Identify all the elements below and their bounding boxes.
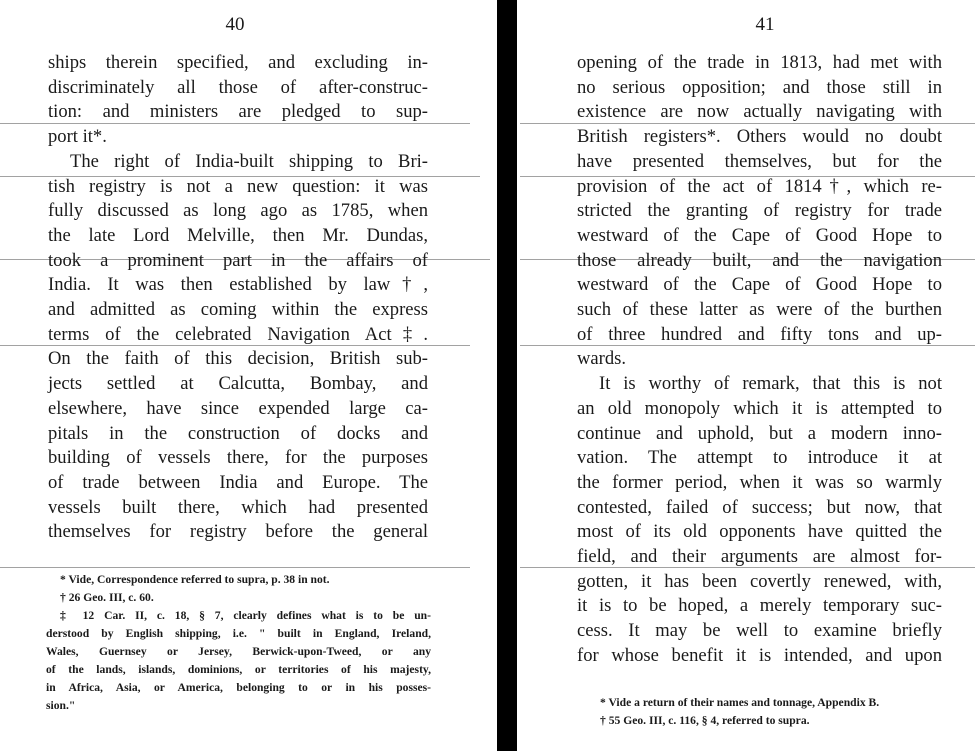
text-line: contested, failed of success; but now, that — [577, 496, 942, 518]
footnote: ‡ 12 Car. II, c. 18, § 7, clearly defines what is to be un- — [60, 609, 431, 622]
text-line: port it*. — [48, 126, 107, 148]
text-line: tion: and ministers are pledged to sup- — [48, 101, 428, 123]
text-line: gotten, it has been covertly renewed, with, — [577, 570, 942, 592]
text-line: elsewhere, have since expended large ca- — [48, 397, 428, 419]
page-number: 40 — [225, 14, 245, 35]
footnote: * Vide a return of their names and tonnage, Appendix B. — [600, 696, 880, 709]
text-line: building of vessels there, for the purposes — [48, 447, 428, 469]
text-line: British registers*. Others would no doubt — [577, 126, 942, 148]
text-line: those already built, and the navigation — [577, 249, 942, 271]
text-line: jects settled at Calcutta, Bombay, and — [48, 373, 428, 395]
footnote: * Vide, Correspondence referred to supra, p. 38 in not. — [60, 573, 330, 586]
text-line: field, and their arguments are almost for- — [577, 546, 942, 568]
book-gutter — [497, 0, 517, 751]
text-line: westward of the Cape of Good Hope to — [577, 224, 942, 246]
body-text — [48, 51, 428, 545]
text-line: provision of the act of 1814†, which re- — [577, 175, 942, 197]
text-line: pitals in the construction of docks and — [48, 422, 428, 444]
text-line: wards. — [577, 348, 627, 370]
page-number: 41 — [755, 14, 775, 35]
text-line: and admitted as coming within the express — [48, 299, 428, 321]
text-line: fully discussed as long ago as 1785, when — [48, 200, 428, 222]
text-line: vessels built there, which had presented — [48, 496, 428, 518]
footnote: † 55 Geo. III, c. 116, § 4, referred to supra. — [600, 714, 810, 727]
footnote-continuation: Wales, Guernsey or Jersey, Berwick-upon-Tweed, or any — [46, 645, 431, 658]
text-line: opening of the trade in 1813, had met with — [577, 52, 942, 73]
text-line: have presented themselves, but for the — [577, 150, 942, 172]
text-line: ships therein specified, and excluding in- — [48, 52, 428, 73]
text-line: such of these latter as were of the burthen — [577, 299, 942, 321]
text-line: it is to be hoped, a merely temporary suc- — [577, 595, 942, 617]
text-line: for whose benefit it is intended, and upon — [577, 644, 942, 666]
text-line: cess. It may be well to examine briefly — [577, 620, 942, 642]
text-line: took a prominent part in the affairs of — [48, 249, 428, 271]
text-line: tish registry is not a new question: it was — [48, 175, 428, 197]
body-text — [577, 51, 942, 669]
text-line: most of its old opponents have quitted the — [577, 521, 942, 543]
text-line: an old monopoly which it is attempted to — [577, 397, 942, 419]
text-line: terms of the celebrated Navigation Act‡. — [48, 323, 428, 345]
text-line: stricted the granting of registry for trade — [577, 200, 942, 222]
footnotes — [46, 571, 431, 715]
text-line: On the faith of this decision, British sub- — [48, 348, 428, 370]
text-line: the late Lord Melville, then Mr. Dundas, — [48, 224, 428, 246]
text-line: India. It was then established by law†, — [48, 274, 428, 296]
text-line: discriminately all those of after-construc- — [48, 76, 428, 98]
text-line: of three hundred and fifty tons and up- — [577, 323, 942, 345]
footnote: † 26 Geo. III, c. 60. — [60, 591, 154, 604]
footnote-continuation: of the lands, islands, dominions, or territories of his majesty, — [46, 663, 431, 676]
text-line: continue and uphold, but a modern inno- — [577, 422, 942, 444]
footnote-continuation: sion." — [46, 699, 76, 712]
text-line: vation. The attempt to introduce it at — [577, 447, 942, 469]
text-line: of trade between India and Europe. The — [48, 471, 428, 493]
footnote-continuation: derstood by English shipping, i.e. " built in England, Ireland, — [46, 627, 431, 640]
text-line: existence are now actually navigating with — [577, 101, 942, 123]
text-line: The right of India-built shipping to Bri- — [70, 150, 428, 172]
text-line: westward of the Cape of Good Hope to — [577, 274, 942, 296]
footnotes — [600, 694, 960, 730]
footnote-continuation: in Africa, Asia, or America, belonging to or in his posses- — [46, 681, 431, 694]
text-line: no serious opposition; and those still in — [577, 76, 942, 98]
text-line: It is worthy of remark, that this is not — [599, 373, 942, 395]
text-line: themselves for registry before the general — [48, 521, 428, 543]
text-line: the former period, when it was so warmly — [577, 471, 942, 493]
right-page — [517, 0, 980, 751]
